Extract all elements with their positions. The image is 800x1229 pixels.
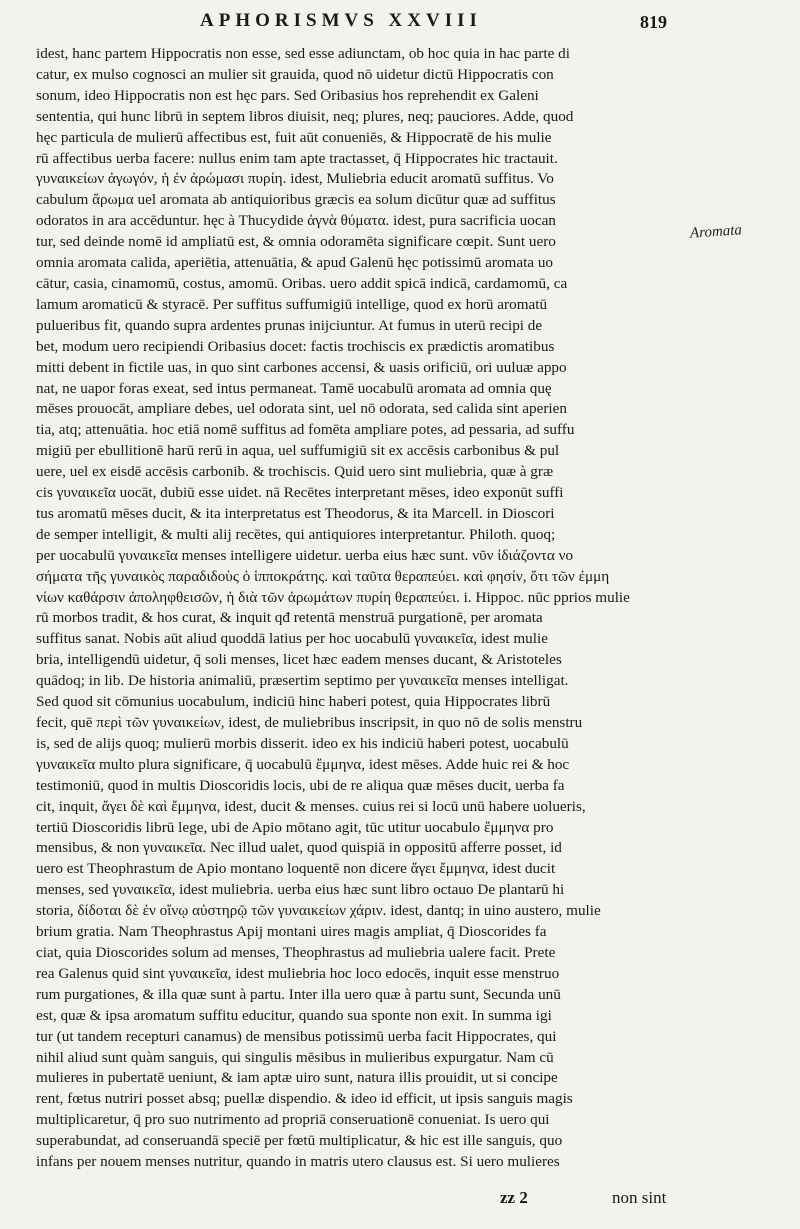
text-line: pulueribus fit, quando supra ardentes prunas inijciuntur. At fumus in uterū recipi de bbox=[36, 316, 543, 334]
text-line: superabundat, ad conseruandā speciē per fœtū multiplicatur, & hic est ille sanguis, quo bbox=[36, 1132, 563, 1150]
text-line: cabulum ἄρωμα uel aromata ab antiquioribus græcis ea solum dicūtur quæ ad suffitus bbox=[36, 191, 556, 209]
text-line: bet, modum uero recipiendi Oribasius docet: factis trochiscis ex prædictis aromatibus bbox=[36, 337, 555, 355]
catchword: non sint bbox=[612, 1188, 667, 1207]
text-line: Sed quod sit cōmunius uocabulum, indiciū hinc haberi potest, quia Hippocrates librū bbox=[36, 693, 551, 711]
text-line: mēses prouocāt, ampliare debes, uel odorata sint, uel nō odorata, sed calida sint aperien bbox=[36, 400, 567, 418]
text-line: quādoq; in lib. De historia animaliū, præsertim septimo per γυναικεῖα menses intelligat. bbox=[36, 672, 569, 690]
text-line: sententia, qui hunc librū in septem libros diuisit, neq; plures, neq; pauciores. Adde, quod bbox=[36, 107, 574, 125]
running-head: APHORISMVS XXVIII bbox=[200, 10, 482, 31]
body-text bbox=[36, 44, 686, 1173]
text-line: tur, sed deinde nomē id ampliatū est, & omnia odoramēta significare cœpit. Sunt uero bbox=[36, 233, 556, 251]
text-line: infans per nouem menses nutritur, quando in matris utero clausus est. Si uero mulieres bbox=[36, 1153, 560, 1171]
text-line: hęc particula de mulierū affectibus est, fuit aūt conueniēs, & Hippocratē de his mulie bbox=[36, 128, 552, 146]
text-line: brium gratia. Nam Theophrastus Apij montani uires magis ampliat, q̄ Dioscorides fa bbox=[36, 923, 547, 941]
text-line: mensibus, & non γυναικεῖα. Nec illud ualet, quod quispiā in oppositū afferre posset, id bbox=[36, 839, 562, 857]
page-number: 819 bbox=[640, 12, 667, 32]
text-line: rū affectibus uerba facere: nullus enim tam apte tractasset, q̄ Hippocrates hic tractauit. bbox=[36, 149, 558, 167]
signature-mark: zz 2 bbox=[500, 1188, 528, 1207]
text-line: γυναικείων ἀγωγόν, ἡ ἐν ἀρώμασι πυρίη. idest, Muliebria educit aromatū suffitus. Vo bbox=[36, 170, 554, 188]
text-line: tur (ut tandem recepturi canamus) de mensibus potissimū uerba facit Hippocrates, qui bbox=[36, 1027, 557, 1045]
text-line: migiū per ebullitionē harū rerū in aqua, uel suffumigiū sit ex accēsis carbonibus & pul bbox=[36, 442, 560, 460]
text-line: testimoniū, quod in multis Dioscoridis locis, ubi de re aliqua quæ mēses ducit, uerba fa bbox=[36, 776, 565, 794]
text-line: cātur, casia, cinamomū, costus, amomū. Oribas. uero addit spicā indicā, cardamomū, ca bbox=[36, 274, 568, 292]
text-line: mitti debent in fictile uas, in quo sint carbones accensi, & uasis orificiū, ori uuluæ appo bbox=[36, 358, 567, 376]
text-line: menses, sed γυναικεῖα, idest muliebria. uerba eius hæc sunt libro octauo De plantarū hi bbox=[36, 881, 565, 899]
text-line: γυναικεῖα multo plura significare, q̄ uocabulū ἔμμηνα, idest mēses. Adde huic rei & hoc bbox=[36, 755, 570, 773]
text-line: rum purgationes, & illa quæ sunt à partu. Inter illa uero quæ à partu sunt, Secunda unū bbox=[36, 985, 561, 1003]
text-line: odoratos in ara accēduntur. hęc à Thucydide ἁγνὰ θύματα. idest, pura sacrificia uocan bbox=[36, 212, 556, 230]
text-line: tia, atq; attenuātia. hoc etiā nomē suffitus ad fomēta ampliare potes, ad pessaria, ad suffu bbox=[36, 421, 575, 439]
text-line: est, quæ & ipsa aromatum suffitu educitur, quando sua sponte non exit. In summa igi bbox=[36, 1006, 552, 1024]
text-line: rent, fœtus nutriri posset absq; puellæ dispendio. & ideo id efficit, ut ipsis sanguis magis bbox=[36, 1090, 573, 1108]
text-line: νίων καθάρσιν ἀποληφθεισῶν, ἡ διὰ τῶν ἀρωμάτων πυρίη θεραπεύει. i. Hippoc. nūc pprios mulie bbox=[36, 588, 630, 606]
text-line: tus aromatū mēses ducit, & ita interpretatus est Theodorus, & ita Marcell. in Dioscori bbox=[36, 504, 555, 522]
margin-note: Aromata bbox=[689, 222, 743, 242]
text-line: bria, intelligendū uidetur, q̄ soli menses, licet hæc eadem menses ducant, & Aristoteles bbox=[36, 651, 562, 669]
text-line: cit, inquit, ἄγει δὲ καὶ ἔμμηνα, idest, ducit & menses. cuius rei si locū unū habere uolueris, bbox=[36, 797, 586, 815]
text-line: uere, uel ex eisdē accēsis carbonib. & trochiscis. Quid uero sint muliebria, quæ à græ bbox=[36, 463, 554, 481]
text-line: suffitus sanat. Nobis aūt aliud quoddā latius per hoc uocabulū γυναικεῖα, idest mulie bbox=[36, 630, 548, 648]
text-line: mulieres in pubertatē ueniunt, & iam aptæ uiro sunt, natura illis prouidit, ut si concipe bbox=[36, 1069, 558, 1087]
text-line: uero est Theophrastum de Apio montano loquentē non dicere ἄγει ἔμμηνα, idest ducit bbox=[36, 860, 556, 878]
text-line: omnia aromata calida, aperiētia, attenuātia, & apud Galenū hęc potissimū aromata uo bbox=[36, 254, 554, 272]
page-header bbox=[0, 6, 800, 40]
text-line: ciat, quia Dioscorides solum ad menses, Theophrastus ad muliebria ualere facit. Prete bbox=[36, 943, 556, 961]
text-line: storia, δίδοται δὲ ἐν οἴνῳ αὐστηρῷ τῶν γυναικείων χάριν. idest, dantq; in uino austero, mulie bbox=[36, 902, 601, 920]
text-line: fecit, quē περὶ τῶν γυναικείων, idest, de muliebribus inscripsit, in quo nō de solis menstru bbox=[36, 714, 583, 731]
text-line: catur, ex mulso cognosci an mulier sit grauida, quod nō uidetur dictū Hippocratis con bbox=[36, 65, 554, 83]
text-line: nihil aliud sunt quàm sanguis, qui singulis mēsibus in mulieribus expurgatur. Nam cū bbox=[36, 1048, 554, 1066]
text-line: rea Galenus quid sint γυναικεῖα, idest muliebria hoc loco edocēs, inquit esse menstruo bbox=[36, 964, 560, 982]
text-line: sonum, ideo Hippocratis non est hęc pars. Sed Oribasius hos reprehendit ex Galeni bbox=[36, 86, 539, 104]
text-line: nat, ne uapor foras exeat, sed intus permaneat. Tamē uocabulū aromata ad omnia quę bbox=[36, 379, 552, 397]
text-line: is, sed de alijs quoq; mulierū morbis disserit. ideo ex his indiciū haberi potest, uocabulū bbox=[36, 734, 569, 752]
text-line: per uocabulū γυναικεῖα menses intelligere uidetur. uerba eius hæc sunt. νῦν ἰδιάζοντα νο bbox=[36, 546, 574, 564]
text-line: lamum aromaticū & styracē. Per suffitus suffumigiū intellige, quod ex horū aromatū bbox=[36, 295, 548, 313]
text-line: cis γυναικεῖα uocāt, dubiū esse uidet. nā Recētes interpretant mēses, ideo exponūt suffi bbox=[36, 484, 564, 502]
text-line: tertiū Dioscoridis librū lege, ubi de Apio mōtano agit, tūc utitur uocabulo ἔμμηνα pro bbox=[36, 818, 554, 836]
text-line: de semper intelligit, & multi alij recētes, qui antiquiores interpretantur. Philoth. quoq; bbox=[36, 525, 556, 543]
text-line: rū morbos tradit, & hos curat, & inquit qđ retentā menstruā purgationē, per aromata bbox=[36, 609, 543, 627]
text-line: idest, hanc partem Hippocratis non esse, sed esse adiunctam, ob hoc quia in hac parte di bbox=[36, 45, 570, 62]
text-line: σήματα τῆς γυναικὸς παραδιδοὺς ὁ ἱπποκράτης. καὶ ταῦτα θεραπεύει. καὶ φησίν, ὅτι τῶν ἐμμη bbox=[36, 567, 610, 585]
text-line: multiplicaretur, q̄ pro suo nutrimento ad propriā conseruationē conueniat. Is uero qui bbox=[36, 1111, 550, 1129]
page-footer bbox=[0, 1188, 800, 1218]
